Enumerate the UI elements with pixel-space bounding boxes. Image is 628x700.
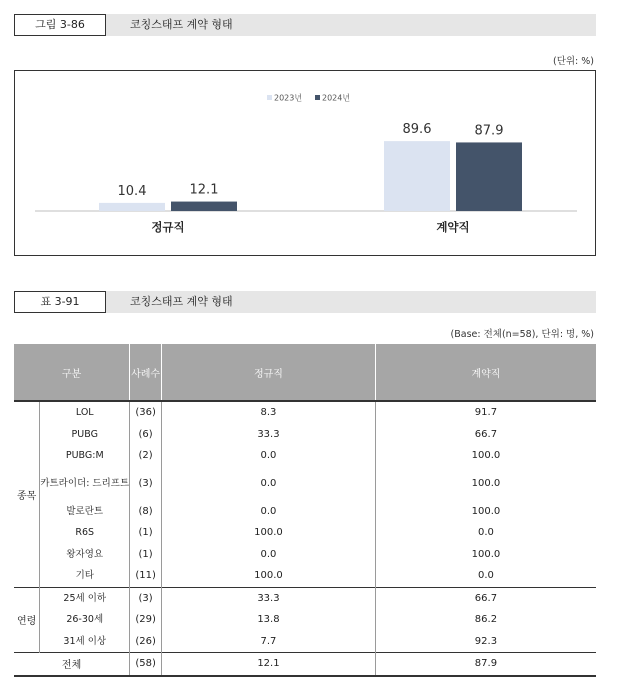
header-cases: 사례수 xyxy=(130,344,162,401)
table-row xyxy=(14,544,596,566)
legend-swatch xyxy=(315,95,320,100)
row-cases: (29) xyxy=(130,609,162,631)
row-cases: (3) xyxy=(130,587,162,609)
row-regular: 33.3 xyxy=(162,424,376,446)
header-category: 구분 xyxy=(14,344,130,401)
data-label: 12.1 xyxy=(189,182,219,198)
row-regular: 33.3 xyxy=(162,587,376,609)
table-total-row xyxy=(14,653,596,676)
table-row xyxy=(14,501,596,523)
group-label: 연령 xyxy=(14,587,40,653)
row-cases: (11) xyxy=(130,565,162,587)
legend-swatch xyxy=(267,95,272,100)
table-title: 코칭스태프 계약 형태 xyxy=(130,295,233,308)
table-row xyxy=(14,631,596,653)
row-category: 기타 xyxy=(40,565,130,587)
row-contract: 66.7 xyxy=(375,424,596,446)
row-cases: (6) xyxy=(130,424,162,446)
figure-title: 코칭스태프 계약 형태 xyxy=(130,18,233,31)
header-contract: 계약직 xyxy=(375,344,596,401)
data-table xyxy=(14,344,596,677)
table-row xyxy=(14,609,596,631)
table-row xyxy=(14,587,596,609)
data-label: 87.9 xyxy=(474,123,504,139)
row-contract: 86.2 xyxy=(375,609,596,631)
row-contract: 0.0 xyxy=(375,565,596,587)
row-contract: 92.3 xyxy=(375,631,596,653)
row-category: 발로란트 xyxy=(40,501,130,523)
legend-label: 2024년 xyxy=(322,93,351,103)
group-label: 종목 xyxy=(14,401,40,587)
row-contract: 100.0 xyxy=(375,544,596,566)
table-row xyxy=(14,565,596,587)
row-contract: 66.7 xyxy=(375,587,596,609)
table-header-row xyxy=(14,344,596,401)
row-category: 왕자영요 xyxy=(40,544,130,566)
category-tick-label: 정규직 xyxy=(151,220,185,234)
table-caption-bar xyxy=(14,291,596,313)
row-contract: 100.0 xyxy=(375,467,596,501)
total-contract: 87.9 xyxy=(375,653,596,676)
chart-frame xyxy=(14,70,596,256)
total-regular: 12.1 xyxy=(162,653,376,676)
bar xyxy=(99,203,165,211)
row-cases: (36) xyxy=(130,401,162,424)
table-row xyxy=(14,445,596,467)
total-cases: (58) xyxy=(130,653,162,676)
table-number: 표 3-91 xyxy=(14,291,106,313)
row-category: 카트라이더: 드리프트 xyxy=(40,467,130,501)
data-label: 89.6 xyxy=(402,122,432,138)
row-regular: 8.3 xyxy=(162,401,376,424)
bar xyxy=(171,202,237,211)
figure-caption-bar xyxy=(14,14,596,36)
row-category: 26-30세 xyxy=(40,609,130,631)
table-row xyxy=(14,522,596,544)
table-base-note: (Base: 전체(n=58), 단위: 명, %) xyxy=(450,329,594,340)
figure-number: 그림 3-86 xyxy=(14,14,106,36)
row-contract: 100.0 xyxy=(375,445,596,467)
row-regular: 0.0 xyxy=(162,467,376,501)
legend-label: 2023년 xyxy=(274,93,303,103)
row-contract: 0.0 xyxy=(375,522,596,544)
figure-unit: (단위: %) xyxy=(552,56,594,67)
header-regular: 정규직 xyxy=(162,344,376,401)
data-label: 10.4 xyxy=(117,183,147,199)
row-regular: 7.7 xyxy=(162,631,376,653)
row-cases: (2) xyxy=(130,445,162,467)
table-row xyxy=(14,424,596,446)
bar xyxy=(384,141,450,211)
row-regular: 13.8 xyxy=(162,609,376,631)
row-contract: 91.7 xyxy=(375,401,596,424)
total-label: 전체 xyxy=(14,653,130,676)
row-regular: 0.0 xyxy=(162,544,376,566)
row-cases: (26) xyxy=(130,631,162,653)
row-regular: 100.0 xyxy=(162,522,376,544)
row-category: PUBG:M xyxy=(40,445,130,467)
row-category: PUBG xyxy=(40,424,130,446)
row-category: LOL xyxy=(40,401,130,424)
row-category: R6S xyxy=(40,522,130,544)
row-category: 31세 이상 xyxy=(40,631,130,653)
row-contract: 100.0 xyxy=(375,501,596,523)
row-cases: (1) xyxy=(130,544,162,566)
row-regular: 0.0 xyxy=(162,501,376,523)
row-regular: 100.0 xyxy=(162,565,376,587)
table-row xyxy=(14,467,596,501)
row-regular: 0.0 xyxy=(162,445,376,467)
row-cases: (8) xyxy=(130,501,162,523)
row-cases: (1) xyxy=(130,522,162,544)
bar xyxy=(456,142,522,211)
bar-chart xyxy=(15,71,595,255)
row-category: 25세 이하 xyxy=(40,587,130,609)
category-tick-label: 계약직 xyxy=(436,220,470,234)
table-row xyxy=(14,401,596,424)
row-cases: (3) xyxy=(130,467,162,501)
